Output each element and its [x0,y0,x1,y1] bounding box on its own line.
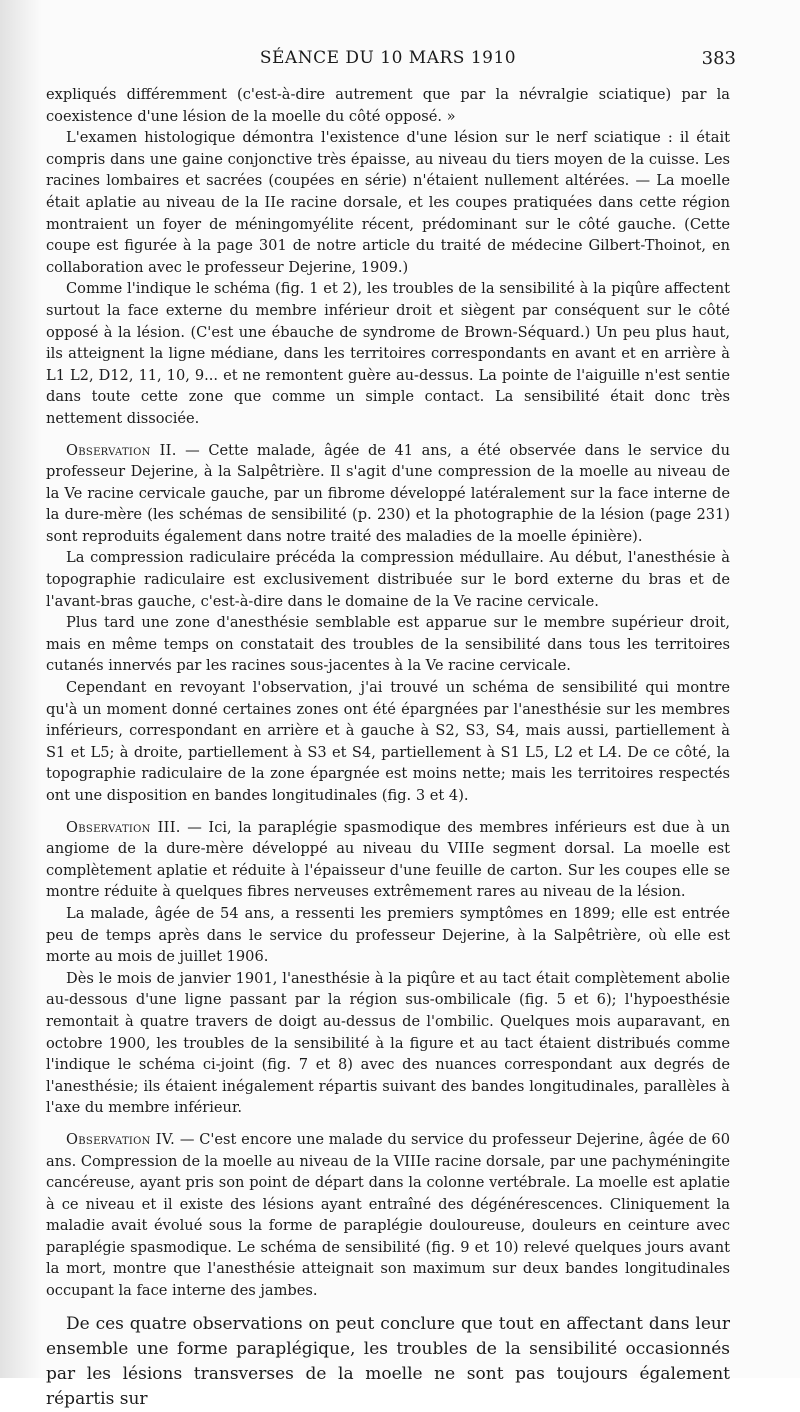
running-title: SÉANCE DU 10 MARS 1910 [259,48,517,68]
observation-2-text: — Cette malade, âgée de 41 ans, a été observée dans le service du professeur Dejerine, à la Salpêtrière. Il s'agit d'une compression de la moelle au niveau de la Ve racine cervicale gauche, par un fibrome développé latéralement sur la face interne de la dure-mère (les schémas de sensibilité (p. 230) et la photographie de la lésion (page 231) sont reproduits également dans notre traité des maladies de la moelle épinière). [46,441,730,545]
observation-3-heading: Observation III. [66,818,181,836]
page-header [46,44,736,84]
paragraph-patient: La malade, âgée de 54 ans, a ressenti les premiers symptômes en 1899; elle est entrée peu de temps après dans le service du professeur Dejerine, à la Salpêtrière, où elle est morte au mois de juillet 1906. [46,904,730,966]
paragraph-radicular: La compression radiculaire précéda la compression médullaire. Au début, l'anesthésie à topographie radiculaire est exclusivement distribuée sur le bord externe du bras et de l'avant-bras gauche, c'est-à-dire dans le domaine de la Ve racine cervicale. [46,549,730,610]
binding-shadow [0,0,42,1378]
paragraph-later: Plus tard une zone d'anesthésie semblable est apparue sur le membre supérieur droit, mais en même temps on constatait des troubles de la sensibilité dans tous les territoires cutanés innervés par les racines sous-jacentes à la Ve racine cervicale. [46,614,730,675]
paragraph-conclusion: De ces quatre observations on peut conclure que tout en affectant dans leur ensemble une forme paraplégique, les troubles de la sensibilité occasionnés par les lésions transverses de la moelle ne sont pas toujours également répartis sur [46,1313,730,1409]
paragraph-continuation: expliqués différemment (c'est-à-dire autrement que par la névralgie sciatique) par la coexistence d'une lésion de la moelle du côté opposé. » [46,86,730,125]
observation-2-heading: Observation II. [66,441,177,459]
paragraph-anesthesia: Dès le mois de janvier 1901, l'anesthésie à la piqûre et au tact était complètement abolie au-dessous d'une ligne passant par la région sus-ombilicale (fig. 5 et 6); l'hypoesthésie remontait à quatre travers de doigt au-dessus de l'ombilic. Quelques mois auparavant, en octobre 1900, les troubles de la sensibilité à la figure et au tact étaient distribués comme l'indique le schéma ci-joint (fig. 7 et 8) avec des nuances correspondant aux degrés de l'anesthésie; ils étaient inégalement répartis suivant des bandes longitudinales, parallèles à l'axe du membre inférieur. [46,969,730,1117]
paragraph-review: Cependant en revoyant l'observation, j'ai trouvé un schéma de sensibilité qui montre qu'à un moment donné certaines zones ont été épargnées par l'anesthésie sur les membres inférieurs, correspondant en arrière et à gauche à S2, S3, S4, mais aussi, partiellement à S1 et L5; à droite, partiellement à S3 et S4, partiellement à S1 L5, L2 et L4. De ce côté, la topographie radiculaire de la zone épargnée est moins nette; mais les territoires respectés ont une disposition en bandes longitudinales (fig. 3 et 4). [46,679,730,804]
observation-4-text: — C'est encore une malade du service du professeur Dejerine, âgée de 60 ans. Compression de la moelle au niveau de la VIIIe racine dorsale, par une pachyméningite cancéreuse, ayant pris son point de départ dans la colonne vertébrale. La moelle est aplatie à ce niveau et il existe des lésions ayant entraîné des dégénérescences. Cliniquement la maladie avait évolué sous la forme de paraplégie douloureuse, douleurs en ceinture avec paraplégie spasmodique. Le schéma de sensibilité (fig. 9 et 10) relevé quelques jours avant la mort, montre que l'anesthésie atteignait son maximum sur deux bandes longitudinales occupant la face interne des jambes. [46,1130,730,1300]
observation-4-heading: Observation IV. [66,1130,176,1148]
observation-3-text: — Ici, la paraplégie spasmodique des membres inférieurs est due à un angiome de la dure-mère développé au niveau du VIIIe segment dorsal. La moelle est complètement aplatie et réduite à l'épaisseur d'une feuille de carton. Sur les coupes elle se montre réduite à quelques fibres nerveuses extrêmement rares au niveau de la lésion. [46,818,730,901]
paragraph-histology: L'examen histologique démontra l'existence d'une lésion sur le nerf sciatique : il était compris dans une gaine conjonctive très épaisse, au niveau du tiers moyen de la cuisse. Les racines lombaires et sacrées (coupées en série) n'étaient nullement altérées. — La moelle était aplatie au niveau de la IIe racine dorsale, et les coupes pratiquées dans cette région montraient un foyer de méningomyélite récent, prédominant sur le côté gauche. (Cette coupe est figurée à la page 301 de notre article du traité de médecine Gilbert-Thoinot, en collaboration avec le professeur Dejerine, 1909.) [46,129,730,276]
page-number: 383 [701,48,736,69]
observation-2 [46,440,730,548]
observation-4 [46,1129,730,1302]
observation-3 [46,817,730,903]
paragraph-sensibility: Comme l'indique le schéma (fig. 1 et 2), les troubles de la sensibilité à la piqûre affectent surtout la face externe du membre inférieur droit et siègent par conséquent sur le côté opposé à la lésion. (C'est une ébauche de syndrome de Brown-Séquard.) Un peu plus haut, ils atteignent la ligne médiane, dans les territoires correspondants en avant et en arrière à L1 L2, D12, 11, 10, 9... et ne remontent guère au-dessus. La pointe de l'aiguille n'est sentie dans toute cette zone que comme un simple contact. La sensibilité était donc très nettement dissociée. [46,280,730,427]
page-body [46,84,730,1412]
